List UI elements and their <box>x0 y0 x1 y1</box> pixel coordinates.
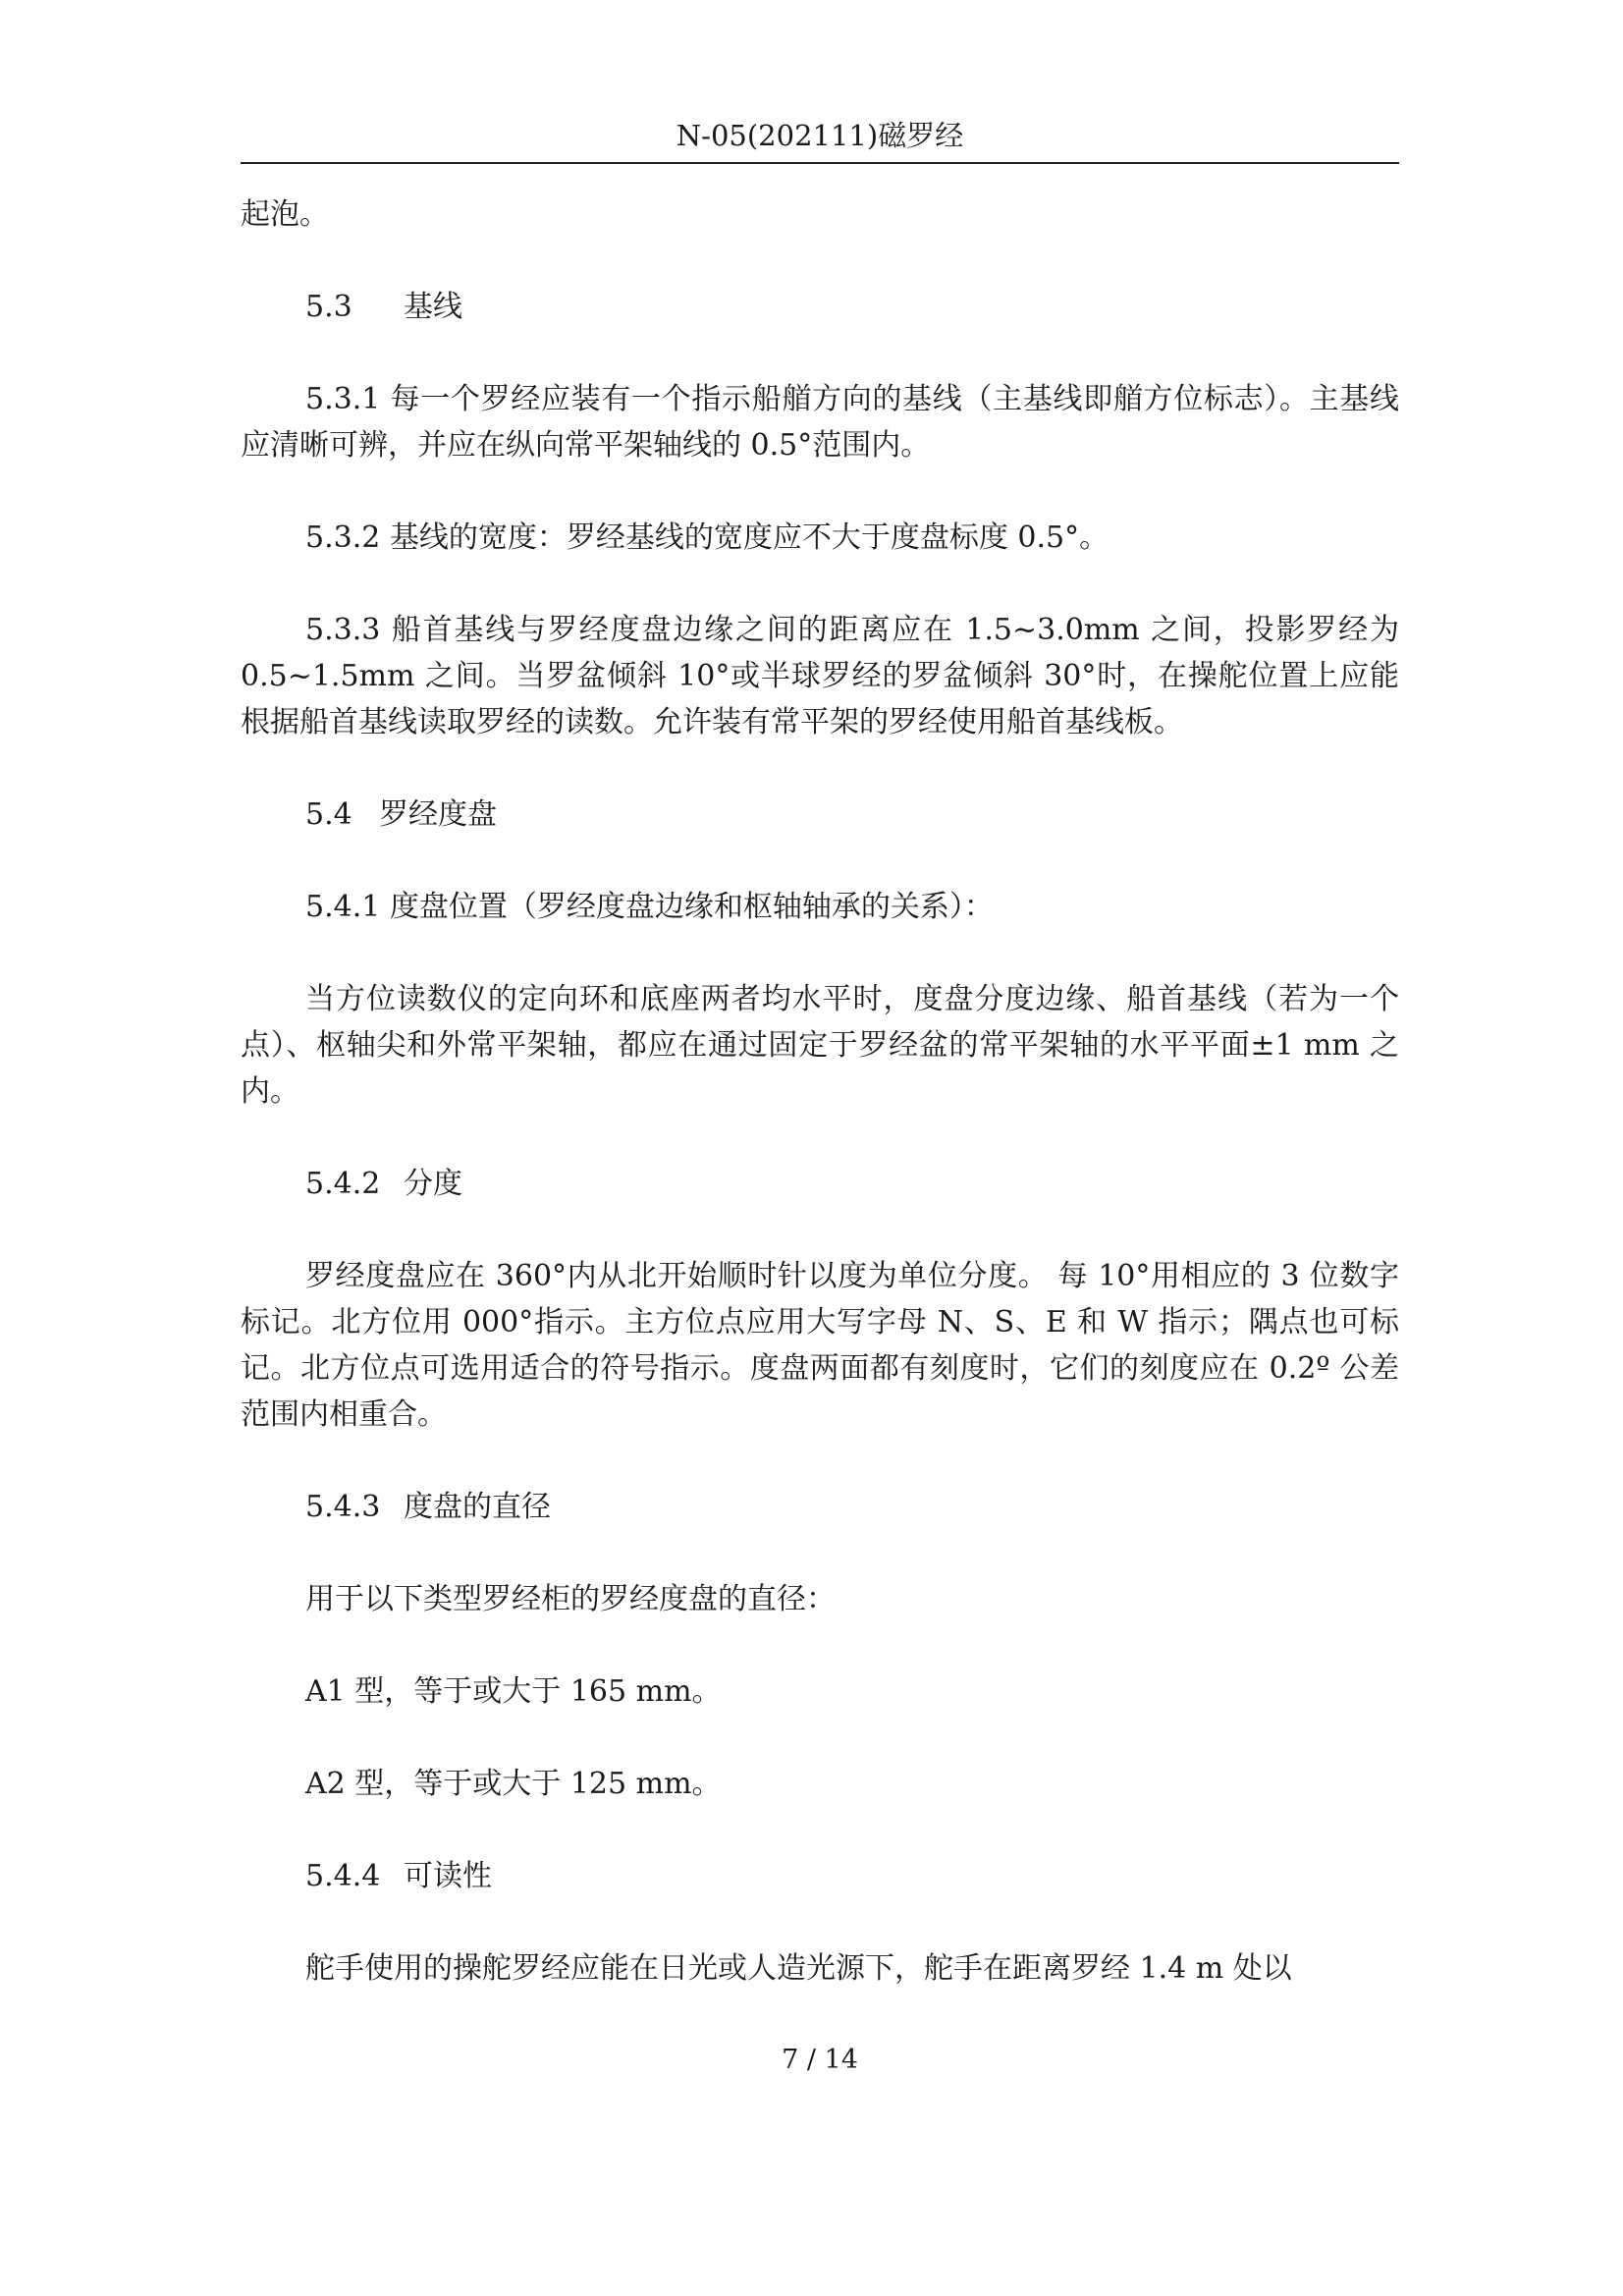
clause-text: 每一个罗经应装有一个指示船艏方向的基线（主基线即艏方位标志）。主基线应清晰可辨，并应在纵向常平架轴线的 0.5°范围内。 <box>241 382 1399 463</box>
section-heading-5-4-2 <box>241 1161 1399 1207</box>
header-divider <box>241 162 1399 164</box>
section-heading-5-4-3 <box>241 1484 1399 1530</box>
section-number: 5.4 <box>305 797 352 832</box>
section-number: 5.3 <box>305 290 352 324</box>
paragraph: 当方位读数仪的定向环和底座两者均水平时，度盘分度边缘、船首基线（若为一个点）、枢轴尖和外常平架轴，都应在通过固定于罗经盆的常平架轴的水平平面±1 mm 之内。 <box>241 982 1399 1109</box>
paragraph: 罗经度盘应在 360°内从北开始顺时针以度为单位分度。 每 10°用相应的 3 位数字标记。北方位用 000°指示。主方位点应用大写字母 N、S、E 和 W 指示；隅点也可标记。北方位点可选用适合的符号指示。度盘两面都有刻度时，它们的刻度应在 0.2º 公差范围内相重合。 <box>241 1259 1399 1432</box>
section-title: 可读性 <box>404 1859 492 1893</box>
section-title: 分度 <box>404 1167 462 1201</box>
section-title: 基线 <box>404 290 462 324</box>
section-title: 度盘的直径 <box>404 1490 551 1524</box>
section-number: 5.4.2 <box>305 1167 381 1201</box>
clause-text: 度盘位置（罗经度盘边缘和枢轴轴承的关系）： <box>389 890 994 924</box>
clause-text: 船首基线与罗经度盘边缘之间的距离应在 1.5~3.0mm 之间，投影罗经为 0.5~1.5mm 之间。当罗盆倾斜 10°或半球罗经的罗盆倾斜 30°时，在操舵位置上应能根据船首基线读取罗经的读数。允许装有常平架的罗经使用船首基线板。 <box>241 613 1399 739</box>
section-heading-5-4 <box>241 792 1399 838</box>
paragraph: 起泡。 <box>241 197 329 232</box>
paragraph: 舵手使用的操舵罗经应能在日光或人造光源下，舵手在距离罗经 1.4 m 处以 <box>305 1951 1292 1986</box>
section-heading-5-3 <box>241 284 1399 330</box>
paragraph: 用于以下类型罗经柜的罗经度盘的直径： <box>305 1582 836 1616</box>
clause-number: 5.3.1 <box>305 382 381 416</box>
list-item: A2 型，等于或大于 125 mm。 <box>305 1767 722 1801</box>
list-item: A1 型，等于或大于 165 mm。 <box>305 1674 722 1709</box>
clause-number: 5.3.3 <box>305 613 381 647</box>
page-number: 7 / 14 <box>782 2045 858 2075</box>
section-heading-5-4-4 <box>241 1853 1399 1899</box>
clause-5-3-2 <box>241 515 1399 561</box>
section-number: 5.4.4 <box>305 1859 381 1893</box>
clause-number: 5.3.2 <box>305 520 381 555</box>
clause-number: 5.4.1 <box>305 890 381 924</box>
section-number: 5.4.3 <box>305 1490 381 1524</box>
clause-5-3-3 <box>241 607 1399 745</box>
document-body <box>241 191 1399 1992</box>
clause-5-3-1 <box>241 376 1399 468</box>
clause-5-4-1 <box>241 884 1399 930</box>
section-title: 罗经度盘 <box>379 797 497 832</box>
clause-text: 基线的宽度：罗经基线的宽度应不大于度盘标度 0.5°。 <box>389 520 1109 555</box>
page-header: N-05(202111)磁罗经 <box>676 119 964 152</box>
